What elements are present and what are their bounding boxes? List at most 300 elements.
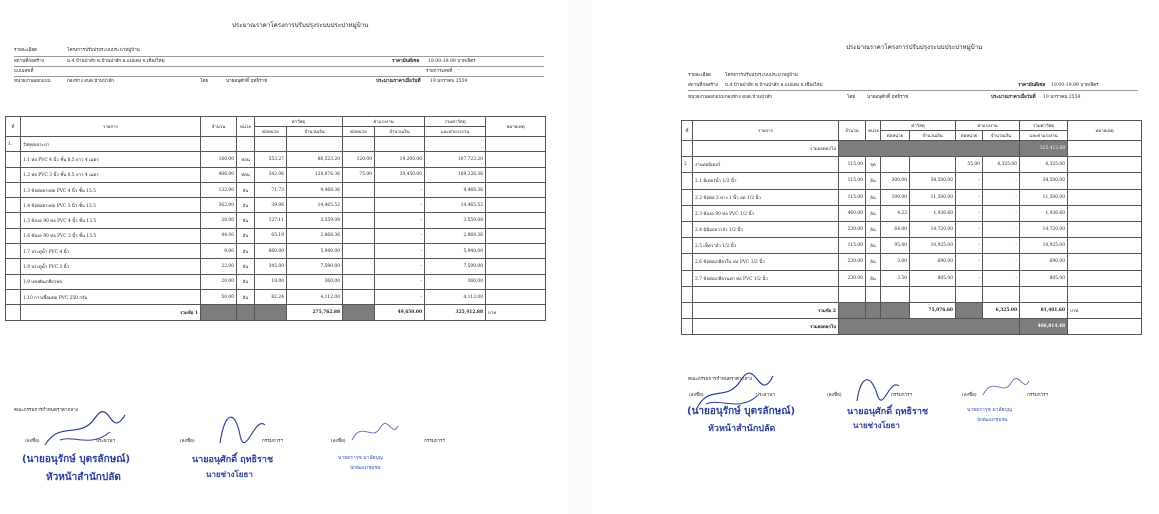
- subtotal-label: รวมข้อ 2: [693, 302, 839, 318]
- date-value: 19 มกราคม 2559: [1043, 95, 1081, 100]
- item-name: 1.4 ข้อต่อตรงท่อ PVC 3 นิ้ว ชั้น 13.5: [21, 198, 201, 213]
- committee-heading: คณะกรรมการกำหนดราคากลาง: [688, 377, 753, 382]
- item-name: 1.3 ข้อต่อตรงท่อ PVC 4 นิ้ว ชั้น 13.5: [21, 182, 201, 197]
- material-per-unit: 65.19: [255, 228, 287, 243]
- material-amount: 9,468.36: [287, 182, 343, 197]
- labor-per-unit: [343, 259, 375, 274]
- labor-amount: -: [983, 189, 1020, 205]
- col-unit: หน่วย: [866, 121, 881, 141]
- site-value: ม.4 บ้านป่าสัก ต.บ้านป่าสัก อ.แม่แตง จ.เชียงใหม่: [725, 83, 823, 88]
- empty-cell: [486, 152, 546, 167]
- item-qty: 460.00: [839, 205, 866, 221]
- section-no: 1.: [6, 137, 21, 152]
- col-material-amount: จำนวนเงิน: [910, 131, 956, 141]
- item-qty: 230.00: [839, 270, 866, 286]
- item-unit: อัน: [237, 274, 255, 289]
- table-row: [682, 205, 1142, 221]
- table-row: [6, 167, 546, 182]
- item-name: 2.5 เช็ควาล์ว 1/2 นิ้ว: [693, 238, 839, 254]
- sig1-position: หัวหน้าสำนักปลัด: [46, 472, 121, 483]
- material-per-unit: 3.50: [881, 270, 910, 286]
- empty-cell: [1068, 221, 1142, 237]
- item-total: 14,720.00: [1020, 221, 1068, 237]
- labor-amount: -: [375, 259, 425, 274]
- empty-cell: [682, 238, 693, 254]
- sig2-prefix: (ลงชื่อ): [827, 393, 842, 398]
- estimate-table: [5, 116, 546, 321]
- material-amount: 10,925.00: [910, 238, 956, 254]
- labor-per-unit: -: [956, 189, 983, 205]
- item-total: 9,468.36: [425, 182, 486, 197]
- empty-cell: [6, 244, 21, 259]
- sig3-role: กรรมการฯ: [424, 439, 446, 444]
- labor-amount: -: [375, 244, 425, 259]
- design-unit-label: หน่วยงานออกแบบ: [14, 79, 51, 84]
- empty-cell: [1068, 254, 1142, 270]
- item-qty: 115.00: [839, 173, 866, 189]
- col-material: ค่าวัสดุ: [881, 121, 956, 131]
- material-per-unit: 95.00: [881, 238, 910, 254]
- item-name: 1.10 กาวเชื่อมท่อ PVC 250 กรัม: [21, 289, 201, 304]
- sig2-role: กรรมการฯ: [891, 393, 913, 398]
- divider: [688, 90, 1138, 91]
- empty-cell: [486, 259, 546, 274]
- sig1-position: หัวหน้าสำนักปลัด: [708, 424, 776, 434]
- empty-cell: [6, 182, 21, 197]
- table-row: [6, 182, 546, 197]
- labor-amount: -: [983, 238, 1020, 254]
- item-name: 1.9 เทปพันเกลียวท่อ: [21, 274, 201, 289]
- col-no: ที่: [682, 121, 693, 141]
- subtotal-material: 75,076.60: [910, 302, 956, 318]
- labor-amount: -: [375, 182, 425, 197]
- labor-amount: -: [375, 198, 425, 213]
- sig2-name: นายอนุศักดิ์ ฤทธิราช: [192, 455, 274, 465]
- item-name: 1.6 ข้องอ 90 ท่อ PVC 3 นิ้ว ชั้น 13.5: [21, 228, 201, 243]
- col-labor-per-unit: ต่อหน่วย: [343, 127, 375, 137]
- item-unit: อัน: [866, 270, 881, 286]
- labor-amount: -: [375, 289, 425, 304]
- project-name-value: โครงการปรับปรุงระบบประปาหมู่บ้าน: [725, 73, 798, 78]
- empty-cell: [6, 213, 21, 228]
- page-gutter: [568, 0, 591, 514]
- labor-per-unit: -: [956, 221, 983, 237]
- col-note: หมายเหตุ: [486, 117, 546, 137]
- subtotal-row: [682, 302, 1142, 318]
- item-total: 34,500.00: [1020, 173, 1068, 189]
- material-amount: 690.00: [910, 254, 956, 270]
- signature-scribble: [40, 410, 130, 450]
- section-no: 2: [682, 157, 693, 173]
- material-amount: 11,500.00: [910, 189, 956, 205]
- material-amount: 5,940.00: [287, 244, 343, 259]
- item-name: 1.2 ท่อ PVC 3 นิ้ว ชั้น 8.5 ยาว 4 เมตร: [21, 167, 201, 182]
- sig2-position: นายช่างโยธา: [853, 421, 900, 430]
- table-row: [682, 270, 1142, 286]
- labor-per-unit: -: [956, 205, 983, 221]
- signature-scribble: [350, 420, 400, 445]
- signature-scribble: [981, 375, 1031, 400]
- item-name: 2.4 มินิบอลวาล์ว 1/2 นิ้ว: [693, 221, 839, 237]
- empty-cell: [6, 259, 21, 274]
- item-qty: 44.00: [201, 228, 237, 243]
- section-labor-amount: 6,325.00: [983, 157, 1020, 173]
- project-name-value: โครงการปรับปรุงระบบประปาหมู่บ้าน: [67, 48, 140, 53]
- col-item: รายการ: [693, 121, 839, 141]
- material-per-unit: 82.24: [255, 289, 287, 304]
- sig2-name: นายอนุศักดิ์ ฤทธิราช: [847, 407, 929, 417]
- item-total: 107,723.20: [425, 152, 486, 167]
- sig3-prefix: (ลงชื่อ): [331, 439, 346, 444]
- labor-per-unit: 75.00: [343, 167, 375, 182]
- grand-total: 406,814.48: [1020, 319, 1068, 335]
- col-material: ค่าวัสดุ: [255, 117, 343, 127]
- material-amount: 7,590.00: [287, 259, 343, 274]
- form-no-label: แบบเลขที่: [14, 69, 34, 74]
- sig1-prefix: (ลงชื่อ): [689, 393, 704, 398]
- material-amount: 3,559.08: [287, 213, 343, 228]
- empty-cell: [1068, 173, 1142, 189]
- empty-cell: [486, 244, 546, 259]
- sig1-role: ประธานฯ: [756, 393, 775, 398]
- material-per-unit: 300.00: [881, 173, 910, 189]
- col-total-sub: และค่าแรงงาน: [425, 127, 486, 137]
- col-labor-amount: จำนวนเงิน: [375, 127, 425, 137]
- estimate-sheet-page-2: [591, 0, 1159, 514]
- labor-per-unit: 120.00: [343, 152, 375, 167]
- sig1-name: (นายอนุรักษ์ บุตรลักษณ์): [687, 406, 796, 417]
- blank-row: [682, 286, 1142, 302]
- table-row: [682, 221, 1142, 237]
- by-label: โดย: [847, 95, 856, 100]
- table-row: [6, 198, 546, 213]
- item-name: 2.6 ข้อต่อเกลียวใน ท่อ PVC 1/2 นิ้ว: [693, 254, 839, 270]
- item-unit: ท่อน: [237, 152, 255, 167]
- item-qty: 115.00: [839, 189, 866, 205]
- sig1-name: (นายอนุรักษ์ บุตรลักษณ์): [22, 454, 131, 465]
- item-name: 2.3 ข้องอ 90 ท่อ PVC 1/2 นิ้ว: [693, 205, 839, 221]
- site-label: สถานที่ก่อสร้าง: [14, 59, 44, 64]
- section-row: [6, 137, 546, 152]
- project-name-label: รายละเอียด: [14, 48, 38, 53]
- empty-cell: [682, 221, 693, 237]
- item-name: 2.2 ข้อต่อ 3 ทาง 1 นิ้ว ลด 1/2 นิ้ว: [693, 189, 839, 205]
- col-unit: หน่วย: [237, 117, 255, 137]
- col-labor-per-unit: ต่อหน่วย: [956, 131, 983, 141]
- sig2-prefix: (ลงชื่อ): [180, 439, 195, 444]
- diesel-price-label: ราคามันดีเซล: [1018, 83, 1046, 88]
- item-unit: อัน: [866, 205, 881, 221]
- item-name: 2.7 ข้อต่อเกลียวนอก ท่อ PVC 1/2 นิ้ว: [693, 270, 839, 286]
- sig2-role: กรรมการฯ: [262, 439, 284, 444]
- empty-cell: [6, 289, 21, 304]
- empty-cell: [1068, 205, 1142, 221]
- material-per-unit: 127.11: [255, 213, 287, 228]
- section-label: วัสดุท่อประปา: [21, 137, 201, 152]
- subtotal-total: 325,412.88: [425, 305, 486, 320]
- table-row: [682, 238, 1142, 254]
- empty-cell: [1068, 270, 1142, 286]
- labor-amount: -: [983, 270, 1020, 286]
- empty-cell: [6, 167, 21, 182]
- diesel-price-label: ราคามันดีเซล: [392, 59, 420, 64]
- diesel-price-value: 19.00-19.99 บาท/ลิตร: [428, 59, 476, 64]
- item-total: 11,500.00: [1020, 189, 1068, 205]
- item-total: 805.00: [1020, 270, 1068, 286]
- empty-cell: [6, 152, 21, 167]
- empty-cell: [486, 167, 546, 182]
- item-unit: อัน: [866, 189, 881, 205]
- labor-amount: -: [375, 228, 425, 243]
- item-name: 2.1 มิเตอร์น้ำ 1/2 นิ้ว: [693, 173, 839, 189]
- material-per-unit: 553.27: [255, 152, 287, 167]
- col-labor: ค่าแรงงาน: [956, 121, 1020, 131]
- item-name: 1.8 ประตูน้ำ PVC 3 นิ้ว: [21, 259, 201, 274]
- material-per-unit: 3.00: [881, 254, 910, 270]
- table-row: [682, 254, 1142, 270]
- labor-per-unit: [343, 228, 375, 243]
- by-value: นายอนุศักดิ์ ฤทธิราช: [226, 79, 268, 84]
- material-amount: 805.00: [910, 270, 956, 286]
- design-unit-value: กองช่าง อบต.บ้านป่าสัก: [67, 79, 115, 84]
- empty-cell: [6, 228, 21, 243]
- signature-scribble: [849, 368, 904, 403]
- item-total: 14,465.52: [425, 198, 486, 213]
- sig2-position: นายช่างโยธา: [206, 470, 253, 479]
- material-per-unit: 660.00: [255, 244, 287, 259]
- labor-per-unit: -: [956, 173, 983, 189]
- item-qty: 115.00: [839, 238, 866, 254]
- labor-per-unit: -: [956, 254, 983, 270]
- labor-amount: -: [983, 221, 1020, 237]
- empty-cell: [682, 205, 693, 221]
- material-amount: 34,500.00: [910, 173, 956, 189]
- date-label: ประมาณราคาเมื่อวันที่: [376, 79, 421, 84]
- item-name: 1.1 ท่อ PVC 4 นิ้ว ชั้น 8.5 ยาว 4 เมตร: [21, 152, 201, 167]
- estimate-table: [681, 120, 1142, 335]
- empty-cell: [1068, 189, 1142, 205]
- divider: [14, 56, 544, 57]
- carry-forward-row: [682, 141, 1142, 157]
- item-unit: อัน: [866, 238, 881, 254]
- diesel-price-value: 19.00-19.99 บาท/ลิตร: [1051, 83, 1099, 88]
- sig3-position: นักพัฒนาชุมชน: [977, 418, 1008, 423]
- item-total: 5,940.00: [425, 244, 486, 259]
- item-no-label: รายการเลขที่: [426, 69, 453, 74]
- estimate-sheet-page-1: [0, 0, 568, 514]
- labor-amount: -: [983, 173, 1020, 189]
- item-qty: 406.00: [201, 167, 237, 182]
- design-unit-value: กองช่าง อบต.บ้านป่าสัก: [725, 95, 773, 100]
- sig3-name: นายธรารุช มาลัยบุญ: [338, 455, 383, 461]
- item-unit: อัน: [237, 259, 255, 274]
- date-value: 19 มกราคม 2559: [430, 79, 468, 84]
- date-label: ประมาณราคาเมื่อวันที่: [991, 95, 1036, 100]
- col-labor-amount: จำนวนเงิน: [983, 131, 1020, 141]
- committee-heading: คณะกรรมการกำหนดราคากลาง: [14, 408, 79, 413]
- site-label: สถานที่ก่อสร้าง: [688, 83, 718, 88]
- sig1-role: ประธานฯ: [96, 439, 115, 444]
- material-per-unit: 18.00: [255, 274, 287, 289]
- col-qty: จำนวน: [201, 117, 237, 137]
- col-note: หมายเหตุ: [1068, 121, 1142, 141]
- empty-cell: [486, 274, 546, 289]
- empty-cell: [6, 198, 21, 213]
- material-per-unit: 345.00: [255, 259, 287, 274]
- sig3-prefix: (ลงชื่อ): [962, 393, 977, 398]
- carry-total: 325,412.88: [1020, 141, 1068, 157]
- labor-per-unit: [343, 182, 375, 197]
- empty-cell: [486, 213, 546, 228]
- item-name: 1.7 ประตูน้ำ PVC 4 นิ้ว: [21, 244, 201, 259]
- col-qty: จำนวน: [839, 121, 866, 141]
- item-qty: 50.00: [201, 289, 237, 304]
- item-qty: 9.00: [201, 244, 237, 259]
- sig1-prefix: (ลงชื่อ): [25, 439, 40, 444]
- empty-cell: [486, 289, 546, 304]
- col-total: รวมค่าวัสดุ: [1020, 121, 1068, 131]
- labor-amount: -: [983, 205, 1020, 221]
- sig3-position: นักพัฒนาชุมชน: [350, 466, 381, 471]
- item-qty: 20.00: [201, 274, 237, 289]
- subtotal-labor: 6,325.00: [983, 302, 1020, 318]
- item-unit: อัน: [237, 198, 255, 213]
- labor-per-unit: [343, 289, 375, 304]
- item-qty: 160.00: [201, 152, 237, 167]
- item-qty: 28.00: [201, 213, 237, 228]
- subtotal-label: รวมข้อ 1: [21, 305, 201, 320]
- material-amount: 138,876.36: [287, 167, 343, 182]
- col-material-per-unit: ต่อหน่วย: [255, 127, 287, 137]
- item-unit: อัน: [237, 244, 255, 259]
- empty-cell: [6, 274, 21, 289]
- item-unit: อัน: [866, 221, 881, 237]
- item-unit: ท่อน: [237, 167, 255, 182]
- divider: [14, 66, 544, 67]
- item-qty: 230.00: [839, 221, 866, 237]
- labor-per-unit: [343, 198, 375, 213]
- item-qty: 362.00: [201, 198, 237, 213]
- labor-per-unit: [343, 213, 375, 228]
- sig3-role: กรรมการฯ: [1027, 393, 1049, 398]
- labor-amount: 19,200.00: [375, 152, 425, 167]
- material-amount: 14,720.00: [910, 221, 956, 237]
- material-amount: 1,936.60: [910, 205, 956, 221]
- section-total: 6,325.00: [1020, 157, 1068, 173]
- page-title: ประมาณราคาโครงการปรับปรุงระบบประปาหมู่บ้าน: [846, 44, 983, 51]
- table-row: [6, 228, 546, 243]
- labor-per-unit: -: [956, 270, 983, 286]
- empty-cell: [682, 270, 693, 286]
- item-total: 4,112.00: [425, 289, 486, 304]
- section-labor-unit: 55.00: [956, 157, 983, 173]
- col-total: รวมค่าวัสดุ: [425, 117, 486, 127]
- item-total: 169,326.36: [425, 167, 486, 182]
- empty-cell: [682, 189, 693, 205]
- empty-cell: [486, 228, 546, 243]
- table-row: [6, 259, 546, 274]
- material-per-unit: 39.96: [255, 198, 287, 213]
- item-total: 1,936.60: [1020, 205, 1068, 221]
- by-label: โดย: [200, 79, 209, 84]
- table-row: [6, 213, 546, 228]
- item-total: 10,925.00: [1020, 238, 1068, 254]
- labor-amount: -: [375, 274, 425, 289]
- table-row: [6, 152, 546, 167]
- material-per-unit: 342.06: [255, 167, 287, 182]
- table-row: [682, 173, 1142, 189]
- page-title: ประมาณราคาโครงการปรับปรุงระบบประปาหมู่บ้าน: [232, 22, 369, 29]
- section-label: งานท่อมิเตอร์: [693, 157, 839, 173]
- material-per-unit: 71.73: [255, 182, 287, 197]
- col-labor: ค่าแรงงาน: [343, 117, 425, 127]
- item-qty: 230.00: [839, 254, 866, 270]
- carry-label: รวมยอดยกไป: [693, 141, 839, 157]
- col-item: รายการ: [21, 117, 201, 137]
- item-no-value: -: [458, 68, 460, 73]
- item-total: 360.00: [425, 274, 486, 289]
- labor-amount: 30,450.00: [375, 167, 425, 182]
- subtotal-row: [6, 305, 546, 320]
- table-row: [6, 289, 546, 304]
- labor-per-unit: [343, 244, 375, 259]
- item-total: 690.00: [1020, 254, 1068, 270]
- material-amount: 88,523.20: [287, 152, 343, 167]
- divider: [14, 76, 544, 77]
- empty-cell: [486, 182, 546, 197]
- subtotal-total: 81,401.60: [1020, 302, 1068, 318]
- empty-cell: [682, 254, 693, 270]
- project-name-label: รายละเอียด: [688, 73, 712, 78]
- material-per-unit: 100.00: [881, 189, 910, 205]
- item-name: 1.5 ข้องอ 90 ท่อ PVC 4 นิ้ว ชั้น 13.5: [21, 213, 201, 228]
- subtotal-note: บาท: [1068, 302, 1142, 318]
- subtotal-note: บาท: [486, 305, 546, 320]
- empty-cell: [1068, 238, 1142, 254]
- section-unit: จุด: [866, 157, 881, 173]
- item-total: 3,559.08: [425, 213, 486, 228]
- subtotal-labor: 49,650.00: [375, 305, 425, 320]
- material-amount: 14,465.52: [287, 198, 343, 213]
- col-total-sub: และค่าแรงงาน: [1020, 131, 1068, 141]
- material-amount: 4,112.00: [287, 289, 343, 304]
- material-per-unit: 64.00: [881, 221, 910, 237]
- table-row: [6, 244, 546, 259]
- col-material-amount: จำนวนเงิน: [287, 127, 343, 137]
- table-row: [682, 189, 1142, 205]
- item-total: 2,868.36: [425, 228, 486, 243]
- site-value: ม.4 บ้านป่าสัก ต.บ้านป่าสัก อ.แม่แตง จ.เชียงใหม่: [67, 59, 165, 64]
- labor-amount: -: [983, 254, 1020, 270]
- section-row: [682, 157, 1142, 173]
- by-value: นายอนุศักดิ์ ฤทธิราช: [867, 95, 909, 100]
- item-unit: อัน: [866, 254, 881, 270]
- item-unit: อัน: [237, 213, 255, 228]
- material-per-unit: 4.23: [881, 205, 910, 221]
- section-qty: 115.00: [839, 157, 866, 173]
- labor-per-unit: -: [956, 238, 983, 254]
- item-qty: 22.00: [201, 259, 237, 274]
- grand-label: รวมยอดยกไป: [693, 319, 839, 335]
- sig3-name: นายธรารุช มาลัยบุญ: [967, 407, 1012, 413]
- signature-scribble: [210, 405, 270, 445]
- col-material-per-unit: ต่อหน่วย: [881, 131, 910, 141]
- grand-total-row: [682, 319, 1142, 335]
- material-amount: 2,868.36: [287, 228, 343, 243]
- item-unit: อัน: [237, 228, 255, 243]
- col-no: ที่: [6, 117, 21, 137]
- labor-per-unit: [343, 274, 375, 289]
